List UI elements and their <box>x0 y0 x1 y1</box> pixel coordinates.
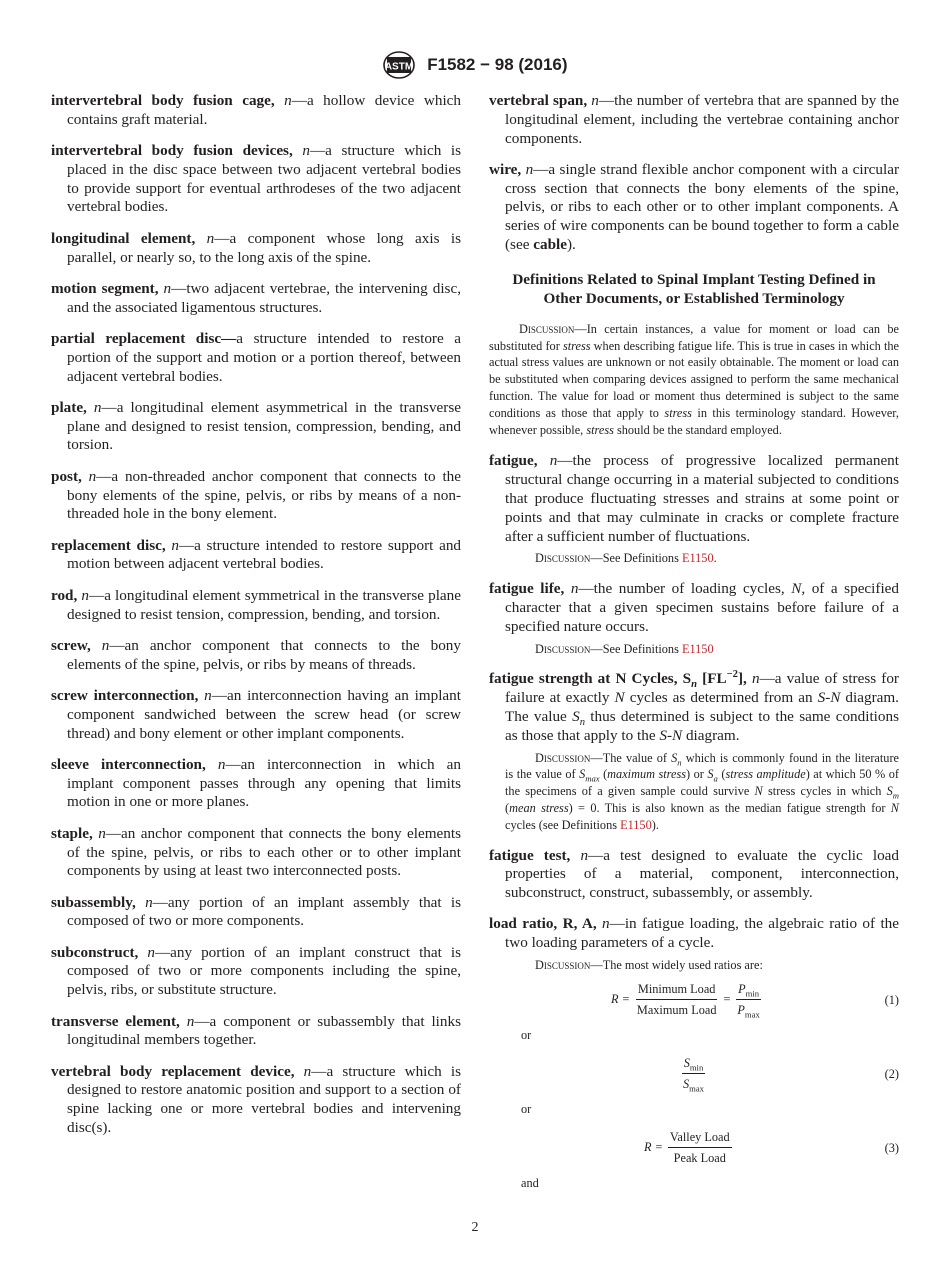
definition-entry: vertebral body replacement device, n—a structure which is designed to restore anatomic position and support to a section of spine lacking one or more vertebral bodies and intervening disc(s). <box>51 1062 462 1137</box>
discussion-note: Discussion—See Definitions E1150. <box>535 551 717 566</box>
definition-entry: replacement disc, n—a structure intended to restore support and motion between adjacent vertebral bodies. <box>51 536 462 573</box>
equation-connector: or <box>521 1101 532 1116</box>
definition-entry: screw interconnection, n—an interconnection having an implant component sandwiched between the screw head (or screw thread) and bony element or other implant components. <box>51 686 461 742</box>
page-number: 2 <box>471 1220 479 1235</box>
definition-wire: wire, n—a single strand flexible anchor component with a circular cross section that connects the bony elements of the spine, pelvis, or ribs to each other or to other implant components. A series of wire components can be bound together to form a cable (see cable). <box>489 160 900 254</box>
definition-entry: staple, n—an anchor component that connects the bony elements of the spine, pelvis, or ribs to each other or to other implant components by using at least two interconnected posts. <box>51 824 461 880</box>
definition-entry: longitudinal element, n—a component whose long axis is parallel, or nearly so, to the long axis of the spine. <box>51 229 461 266</box>
discussion-note: Discussion—In certain instances, a value for moment or load can be substituted for stress when describing fatigue life. This is true in cases in which the actual stress values are unknown or not easily obtainable. The moment or load can be substituted when comparing devices assigned to perform the same mechanical function. The value for load or moment thus determined is subject to the same conditions as those that apply to stress in this terminology standard. However, whenever possible, stress should be the standard employed. <box>489 321 899 437</box>
equation-number: (2) <box>884 1066 899 1081</box>
reference-link-e1150[interactable]: E1150 <box>681 551 714 566</box>
definition-entry: intervertebral body fusion devices, n—a structure which is placed in the disc space between two adjacent vertebral bodies to provide support for eventual arthrodeses of the two adjacent vertebral bodies. <box>51 142 462 216</box>
discussion-note: Discussion—The most widely used ratios are: <box>535 958 763 973</box>
equation-number: (1) <box>884 992 899 1007</box>
left-column <box>51 92 461 1150</box>
page-header <box>0 50 950 80</box>
definition-entry: sleeve interconnection, n—an interconnection in which an implant component passes through any opening that limits motion in one or more planes. <box>51 755 462 811</box>
equation-number: (3) <box>884 1140 899 1155</box>
discussion-note: Discussion—See Definitions E1150 <box>535 641 714 656</box>
definition-fatigue: fatigue, n—the process of progressive localized permanent structural change occurring in a material subjected to conditions that produce fluctuating stresses and strains at some point or points and that may culminate in cracks or complete fracture after a sufficient number of fluctuations. Discussion—See Definitions E1150. <box>489 452 899 566</box>
definition-entry: intervertebral body fusion cage, n—a hollow device which contains graft material. <box>51 92 461 128</box>
equation-3: R = $\frac{\text{Valley Load}}{\text{Peak Load}}$ (3) <box>644 1129 899 1166</box>
definition-fatigue-life: fatigue life, n—the number of loading cycles, N, of a specified character that a given specimen sustains before failure of a specified nature occurs. Discussion—See Definitions E1150 <box>489 580 900 656</box>
equation-1: R = $\frac{\text{Minimum Load}}{\text{Maximum Load}}$ = $\frac{P_{min}}{P_{max}}$ (1) <box>611 981 899 1020</box>
definition-entry: subconstruct, n—any portion of an implant construct that is composed of two or more components including the spine, pelvis, ribs, or substitute structure. <box>51 943 461 999</box>
section-heading: Definitions Related to Spinal Implant Testing Defined in Other Documents, or Established Terminology <box>512 270 876 307</box>
definition-vertebral-span: vertebral span, n—the number of vertebra that are spanned by the longitudinal element, including the vertebrae containing anchor components. <box>489 92 900 147</box>
svg-text:ASTM: ASTM <box>385 61 414 73</box>
definition-entry: post, n—a non-threaded anchor component that connects to the bony elements of the spine, pelvis, or ribs by means of a non-threaded hole in the bony element. <box>51 467 461 523</box>
right-column <box>489 92 899 1200</box>
equation-2: $\frac{S_{min}}{S_{max}}$ (2) <box>683 1055 899 1094</box>
document-designation: F1582 − 98 (2016) <box>427 55 568 74</box>
equation-connector: or <box>521 1027 532 1042</box>
cross-reference: cable <box>533 236 567 254</box>
reference-link-e1150[interactable]: E1150 <box>681 641 714 656</box>
definition-fatigue-test: fatigue test, n—a test designed to evaluate the cyclic load properties of a material, component, interconnection, subconstruct, construct, subassembly, or assembly. <box>489 846 899 902</box>
reference-link-e1150[interactable]: E1150 <box>620 817 652 832</box>
definition-entry: transverse element, n—a component or subassembly that links longitudinal members together. <box>51 1012 462 1049</box>
definition-entry: rod, n—a longitudinal element symmetrical in the transverse plane designed to resist tension, compression, bending, and torsion. <box>51 586 462 623</box>
astm-logo-icon <box>382 50 416 80</box>
definition-entry: screw, n—an anchor component that connects to the bony elements of the spine, pelvis, or ribs by means of threads. <box>51 636 461 673</box>
equation-connector: and <box>521 1175 539 1190</box>
definition-entry: partial replacement disc—a structure intended to restore a portion of the support and motion or a portion thereof, between adjacent vertebral bodies. <box>51 329 461 385</box>
definition-fatigue-strength: fatigue strength at N Cycles, $S_n$ $[FL^{-2}]$, n—a value of stress for failure at exactly N cycles as determined from an S-N diagram. The value $S_n$ thus determined is subject to the same conditions as those that apply to the S-N diagram. Discussion—The value of $S_n$ which is commonly found in the literature is the value of $S_{max}$ (maximum stress) or $S_a$ (stress amplitude) at which 50 % of the specimens of a given sample could survive N stress cycles in which $S_m$ (mean stress) = 0. This is also known as the median fatigue strength for N cycles (see Definitions E1150). <box>489 669 899 832</box>
definition-entry: plate, n—a longitudinal element asymmetrical in the transverse plane and designed to resist tension, compression, bending, and torsion. <box>51 398 461 454</box>
definition-entry: subassembly, n—any portion of an implant assembly that is composed of two or more components. <box>51 893 461 930</box>
definition-load-ratio: load ratio, R, A, n—in fatigue loading, the algebraic ratio of the two loading parameters of a cycle. Discussion—The most widely used ratios are: <box>489 915 899 973</box>
discussion-note: Discussion—The value of $S_n$ which is commonly found in the literature is the value of $S_{max}$ (maximum stress) or $S_a$ (stress amplitude) at which 50 % of the specimens of a given sample could survive N stress cycles in which $S_m$ (mean stress) = 0. This is also known as the median fatigue strength for N cycles (see Definitions E1150). <box>505 750 899 832</box>
definition-entry: motion segment, n—two adjacent vertebrae, the intervening disc, and the associated ligamentous structures. <box>51 279 461 316</box>
